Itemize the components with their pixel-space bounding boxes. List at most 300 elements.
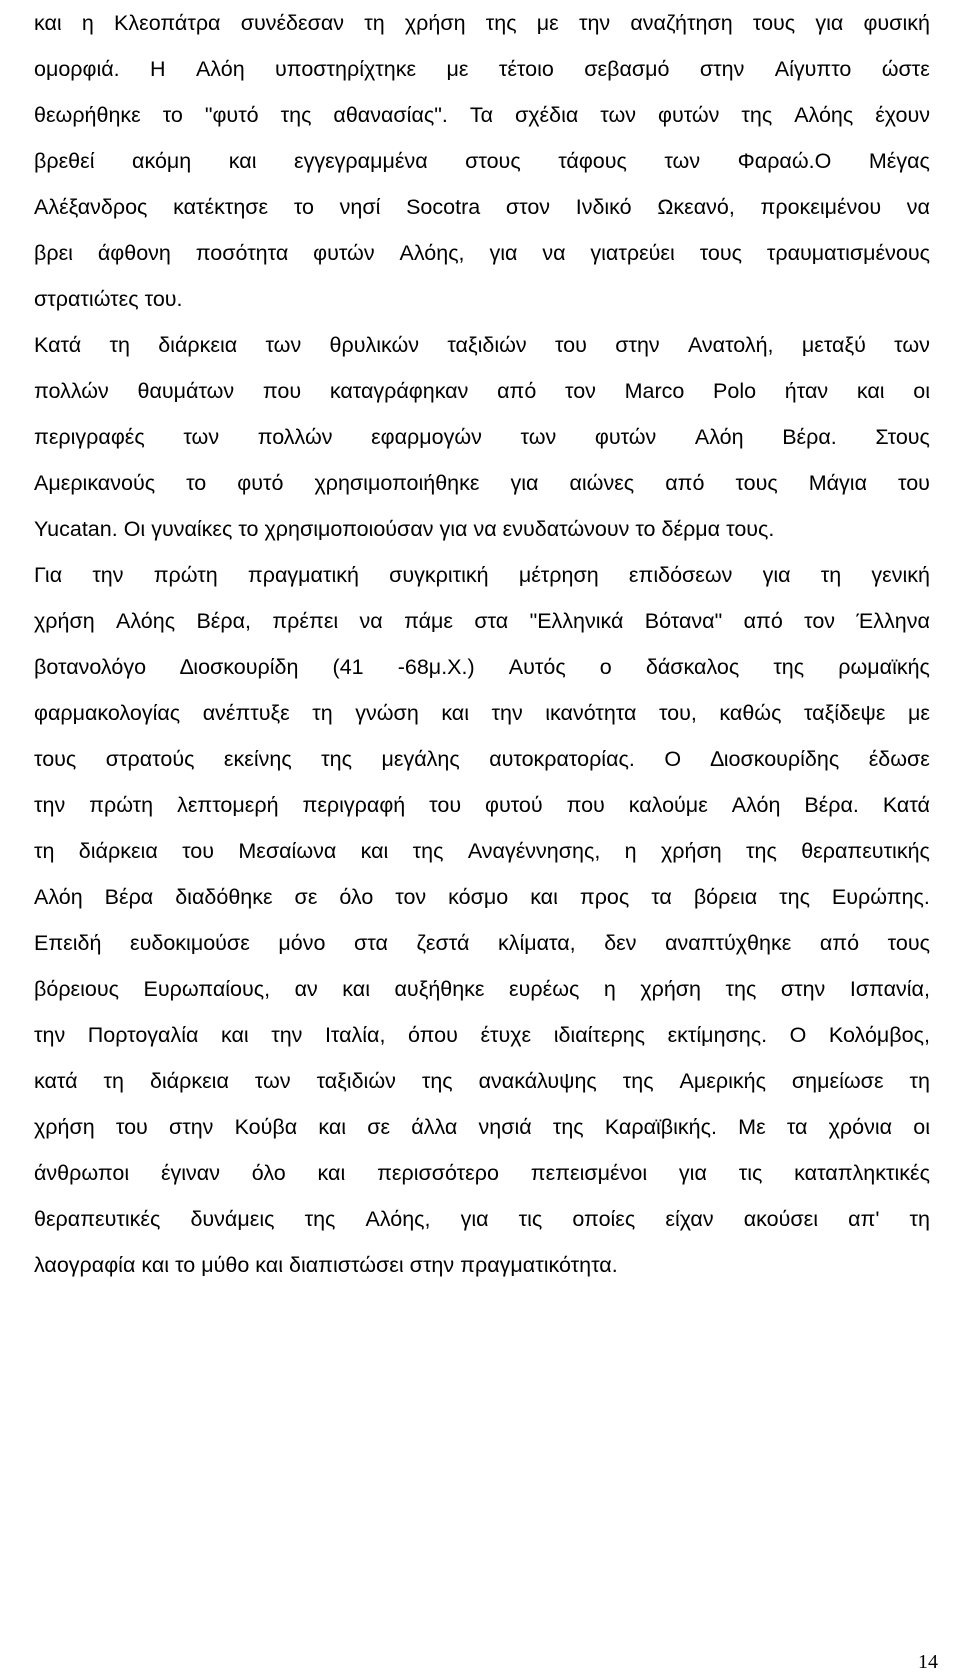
word: Αλόη [34, 885, 83, 909]
word: Αναγέννησης, [467, 839, 601, 863]
word: γιατρεύει [590, 241, 675, 265]
word: Αλόη [694, 425, 744, 449]
text-line [34, 644, 930, 690]
word: ταξιδιών [316, 1069, 396, 1093]
word: από [497, 379, 537, 403]
word: έγιναν [160, 1161, 220, 1185]
text-line [34, 1104, 930, 1150]
word: διάρκεια [158, 333, 238, 357]
word: για [762, 563, 791, 587]
word: της [485, 11, 517, 35]
text-line [34, 368, 930, 414]
word: και [342, 977, 370, 1001]
word: Κούβα [234, 1115, 298, 1139]
word: τραυματισμένους [766, 241, 930, 265]
word: κατά [34, 1069, 78, 1093]
text-line [34, 138, 930, 184]
word: έδωσε [868, 747, 930, 771]
word: Βέρα, [196, 609, 251, 633]
word: το [293, 195, 314, 219]
word: το [162, 103, 183, 127]
text-line [34, 552, 930, 598]
word: αιώνες [569, 471, 635, 495]
word: πάμε [404, 609, 453, 633]
word: αυτοκρατορίας. [489, 747, 635, 771]
word: βρεθεί [34, 149, 95, 173]
word: ενυδατώνουν [502, 517, 630, 541]
word: προς [579, 885, 630, 909]
text-line [34, 598, 930, 644]
word: Ο [789, 1023, 807, 1047]
word: αυξήθηκε [394, 977, 485, 1001]
word: στους [465, 149, 521, 173]
word: οι [913, 1115, 930, 1139]
word: ο [599, 655, 612, 679]
word: τη [109, 333, 130, 357]
word: της [725, 977, 757, 1001]
word: δεν [604, 931, 637, 955]
text-line [34, 1058, 930, 1104]
text-line [34, 920, 930, 966]
word: θεραπευτικής [801, 839, 930, 863]
word: το [186, 471, 207, 495]
word: φυτό [237, 471, 284, 495]
word: Έλληνα [856, 609, 930, 633]
word: την [34, 793, 66, 817]
word: Ευρωπαίους, [143, 977, 271, 1001]
text-line [34, 460, 930, 506]
word: συνέδεσαν [240, 11, 345, 35]
word: πεπεισμένοι [530, 1161, 648, 1185]
text-line [34, 184, 930, 230]
word: κόσμο [448, 885, 509, 909]
word: τους [699, 241, 742, 265]
word: ικανότητα [545, 701, 637, 725]
word: των [600, 103, 637, 127]
word: Αλόη [731, 793, 781, 817]
word: τη [820, 563, 842, 587]
word: εφαρμογών [371, 425, 482, 449]
word: Κατά [882, 793, 930, 817]
word: της [741, 103, 773, 127]
word: τάφους [558, 149, 627, 173]
word: λαογραφία [34, 1253, 136, 1277]
word: υποστηρίχτηκε [275, 57, 417, 81]
word: δέρμα [661, 517, 721, 541]
word: τους. [726, 517, 775, 541]
word: τη [34, 839, 55, 863]
word: όλο [339, 885, 374, 909]
word: επιδόσεων [628, 563, 733, 587]
word: βρει [34, 241, 73, 265]
word: καταγράφηκαν [329, 379, 469, 403]
word: από [743, 609, 783, 633]
word: εκτίμησης. [667, 1023, 768, 1047]
word: άνθρωποι [34, 1161, 130, 1185]
word: χρήση [660, 839, 722, 863]
word: της [321, 747, 352, 771]
text-line [34, 230, 930, 276]
word: στην [699, 57, 745, 81]
text-line [34, 690, 930, 736]
word: τους [887, 931, 930, 955]
word: των [183, 425, 220, 449]
word: μεταξύ [801, 333, 866, 357]
word: Επειδή [34, 931, 102, 955]
word: του. [144, 287, 183, 311]
text-line [34, 736, 930, 782]
word: δάσκαλος [645, 655, 740, 679]
word: χρήση [640, 977, 702, 1001]
word: το [175, 1253, 196, 1277]
word: της [773, 655, 805, 679]
word: του [554, 333, 587, 357]
text-line [34, 782, 930, 828]
word: ανέπτυξε [202, 701, 290, 725]
word: σε [367, 1115, 391, 1139]
word: έτυχε [480, 1023, 532, 1047]
word: τον [395, 885, 427, 909]
word: βόρειους [34, 977, 119, 1001]
word: Βέρα. [804, 793, 859, 817]
word: και [530, 885, 558, 909]
word: το [238, 517, 259, 541]
word: Ευρώπης. [831, 885, 930, 909]
word: προκειμένου [760, 195, 882, 219]
word: τη [312, 701, 333, 725]
word: Αλόης, [365, 1207, 431, 1231]
word: με [908, 701, 930, 725]
word: άλλα [411, 1115, 458, 1139]
word: νησιά [478, 1115, 532, 1139]
word: τους [752, 11, 796, 35]
word: Αλέξανδρος [34, 195, 148, 219]
word: στρατιώτες [34, 287, 139, 311]
word: για [460, 1207, 489, 1231]
word: ομορφιά. [34, 57, 120, 81]
word: του, [658, 701, 697, 725]
word: για [439, 517, 468, 541]
word: θεωρήθηκε [34, 103, 141, 127]
word: Οι [123, 517, 146, 541]
word: Φαραώ.Ο [737, 149, 832, 173]
word: πρώτη [153, 563, 218, 587]
word: ιδιαίτερης [553, 1023, 646, 1047]
word: των [894, 333, 930, 357]
word: καταπληκτικές [794, 1161, 930, 1185]
word: ταξιδιών [447, 333, 527, 357]
word: πρέπει [272, 609, 339, 633]
word: και [141, 1253, 170, 1277]
word: καθώς [719, 701, 782, 725]
word: Αμερικής [679, 1069, 766, 1093]
page-number: 14 [918, 1651, 938, 1673]
word: σημείωσε [791, 1069, 884, 1093]
word: απ' [848, 1207, 880, 1231]
word: της [746, 839, 777, 863]
word: Ινδικό [575, 195, 632, 219]
word: και [360, 839, 389, 863]
word: πρώτη [89, 793, 154, 817]
word: τους [735, 471, 778, 495]
text-line [34, 1150, 930, 1196]
word: Κατά [34, 333, 82, 357]
text-line [34, 276, 930, 322]
word: ευρέως [509, 977, 580, 1001]
word: στην [780, 977, 826, 1001]
word: φυτών [313, 241, 375, 265]
word: ακόμη [132, 149, 192, 173]
word: που [566, 793, 605, 817]
word: της [304, 1207, 336, 1231]
word: οποίες [572, 1207, 636, 1231]
word: ∆ιοσκουρίδη [180, 655, 299, 679]
word: νησί [339, 195, 381, 219]
word: όλο [251, 1161, 286, 1185]
word: τη [364, 11, 385, 35]
word: χρήση [34, 1115, 95, 1139]
word: την [34, 1023, 66, 1047]
word: όπου [408, 1023, 458, 1047]
word: τον [804, 609, 836, 633]
word: του [115, 1115, 148, 1139]
word: στα [353, 931, 388, 955]
word: και [856, 379, 885, 403]
word: ταξίδεψε [803, 701, 886, 725]
word: το [635, 517, 656, 541]
word: Βέρα [104, 885, 154, 909]
word: Η [150, 57, 166, 81]
word: Αίγυπτο [774, 57, 852, 81]
text-line [34, 966, 930, 1012]
word: ∆ιοσκουρίδης [710, 747, 840, 771]
word: την [92, 563, 124, 587]
word: Αλόη [195, 57, 245, 81]
word: και [441, 701, 470, 725]
word: τα [786, 1115, 808, 1139]
word: περισσότερο [377, 1161, 499, 1185]
word: τη [909, 1207, 930, 1231]
word: κλίματα, [497, 931, 576, 955]
word: και [34, 11, 62, 35]
word: διάρκεια [78, 839, 158, 863]
word: Με [738, 1115, 766, 1139]
word: "φυτό [204, 103, 259, 127]
word: να [473, 517, 497, 541]
text-line [34, 322, 930, 368]
word: "Ελληνικά [529, 609, 624, 633]
word: των [265, 333, 302, 357]
word: θρυλικών [329, 333, 420, 357]
word: κατέκτησε [173, 195, 269, 219]
word: ακούσει [743, 1207, 818, 1231]
word: άφθονη [97, 241, 171, 265]
word: να [542, 241, 566, 265]
word: θαυμάτων [137, 379, 235, 403]
word: και [228, 149, 257, 173]
text-line [34, 0, 930, 46]
word: τη [909, 1069, 930, 1093]
word: στρατούς [105, 747, 195, 771]
word: Αμερικανούς [34, 471, 156, 495]
word: στην [409, 1253, 455, 1277]
word: φυτών [658, 103, 720, 127]
word: Για [34, 563, 63, 587]
word: Στους [875, 425, 930, 449]
word: θεραπευτικές [34, 1207, 161, 1231]
text-line [34, 874, 930, 920]
word: Καραϊβικής. [604, 1115, 717, 1139]
word: Ωκεανό, [657, 195, 735, 219]
word: Βότανα" [644, 609, 723, 633]
word: ζεστά [416, 931, 470, 955]
word: διαπιστώσει [289, 1253, 404, 1277]
word: της [280, 103, 312, 127]
word: τις [518, 1207, 543, 1231]
word: τέτοιο [498, 57, 554, 81]
word: ήταν [784, 379, 829, 403]
word: Marco [624, 379, 685, 403]
word: βοτανολόγο [34, 655, 147, 679]
word: των [254, 1069, 291, 1093]
word: να [359, 609, 383, 633]
word: τους [34, 747, 77, 771]
word: αθανασίας". [333, 103, 448, 127]
word: της [552, 1115, 584, 1139]
text-line [34, 414, 930, 460]
word: χρόνια [828, 1115, 893, 1139]
word: μόνο [278, 931, 326, 955]
word: ευδοκιμούσε [130, 931, 250, 955]
word: της [421, 1069, 453, 1093]
word: χρησιμοποιήθηκε [314, 471, 480, 495]
text-line [34, 1012, 930, 1058]
word: φυτού [485, 793, 543, 817]
word: τα [651, 885, 672, 909]
word: εγγεγραμμένα [294, 149, 428, 173]
word: λεπτομερή [177, 793, 279, 817]
text-line [34, 46, 930, 92]
word: Κλεοπάτρα [114, 11, 221, 35]
word: ανακάλυψης [478, 1069, 597, 1093]
word: Socotra [406, 195, 481, 219]
word: της [412, 839, 444, 863]
word: χρήση [404, 11, 466, 35]
word: στα [474, 609, 509, 633]
word: βόρεια [693, 885, 758, 909]
word: Ισπανία, [849, 977, 930, 1001]
word: Yucatan. [34, 517, 118, 541]
text-line [34, 1196, 930, 1242]
word: έχουν [875, 103, 930, 127]
word: η [81, 11, 94, 35]
word: πολλών [34, 379, 109, 403]
word: του [898, 471, 930, 495]
word: ρωμαϊκής [838, 655, 930, 679]
word: πραγματική [247, 563, 359, 587]
word: δυνάμεις [190, 1207, 275, 1231]
word: αναζήτηση [630, 11, 733, 35]
word: Μέγας [868, 149, 930, 173]
word: οι [913, 379, 930, 403]
body-text [34, 0, 930, 1288]
word: του [182, 839, 214, 863]
word: Ιταλία, [324, 1023, 386, 1047]
word: χρησιμοποιούσαν [264, 517, 434, 541]
word: που [262, 379, 302, 403]
word: περιγραφή [302, 793, 406, 817]
word: και [255, 1253, 283, 1277]
word: γυναίκες [151, 517, 233, 541]
word: (41 [332, 655, 364, 679]
word: πολλών [257, 425, 333, 449]
word: Πορτογαλία [87, 1023, 199, 1047]
word: Μάγια [808, 471, 868, 495]
word: Μεσαίωνα [238, 839, 337, 863]
word: ποσότητα [195, 241, 289, 265]
word: διαδόθηκε [175, 885, 273, 909]
word: ώστε [881, 57, 930, 81]
word: μεγάλης [381, 747, 460, 771]
word: Κολόμβος, [828, 1023, 930, 1047]
word: τη [103, 1069, 124, 1093]
word: για [815, 11, 844, 35]
word: αναπτύχθηκε [665, 931, 792, 955]
word: μέτρηση [518, 563, 599, 587]
word: γνώση [355, 701, 419, 725]
word: φαρμακολογίας [34, 701, 181, 725]
word: πραγματικότητα. [460, 1253, 618, 1277]
word: περιγραφές [34, 425, 145, 449]
word: στην [615, 333, 660, 357]
word: της [779, 885, 810, 909]
word: από [819, 931, 860, 955]
word: με [536, 11, 559, 35]
word: με [446, 57, 469, 81]
word: η [624, 839, 637, 863]
word: Ο [664, 747, 682, 771]
word: τον [565, 379, 596, 403]
word: στον [505, 195, 551, 219]
word: Τα [469, 103, 494, 127]
word: Αλόης, [399, 241, 465, 265]
text-line [34, 92, 930, 138]
word: στην [168, 1115, 214, 1139]
word: εκείνης [223, 747, 292, 771]
word: για [678, 1161, 707, 1185]
word: να [906, 195, 930, 219]
text-line [34, 1242, 930, 1288]
word: την [271, 1023, 303, 1047]
word: -68μ.Χ.) [397, 655, 475, 679]
word: σε [294, 885, 318, 909]
word: και [220, 1023, 249, 1047]
word: μύθο [201, 1253, 250, 1277]
word: καλούμε [628, 793, 708, 817]
word: είχαν [665, 1207, 714, 1231]
word: χρήση [34, 609, 95, 633]
word: του [429, 793, 462, 817]
word: για [510, 471, 539, 495]
text-line [34, 828, 930, 874]
word: Polo [713, 379, 757, 403]
word: σεβασμό [584, 57, 670, 81]
word: Αλόης [116, 609, 176, 633]
word: σχέδια [515, 103, 579, 127]
word: Αυτός [508, 655, 566, 679]
word: Ανατολή, [687, 333, 774, 357]
word: της [622, 1069, 654, 1093]
